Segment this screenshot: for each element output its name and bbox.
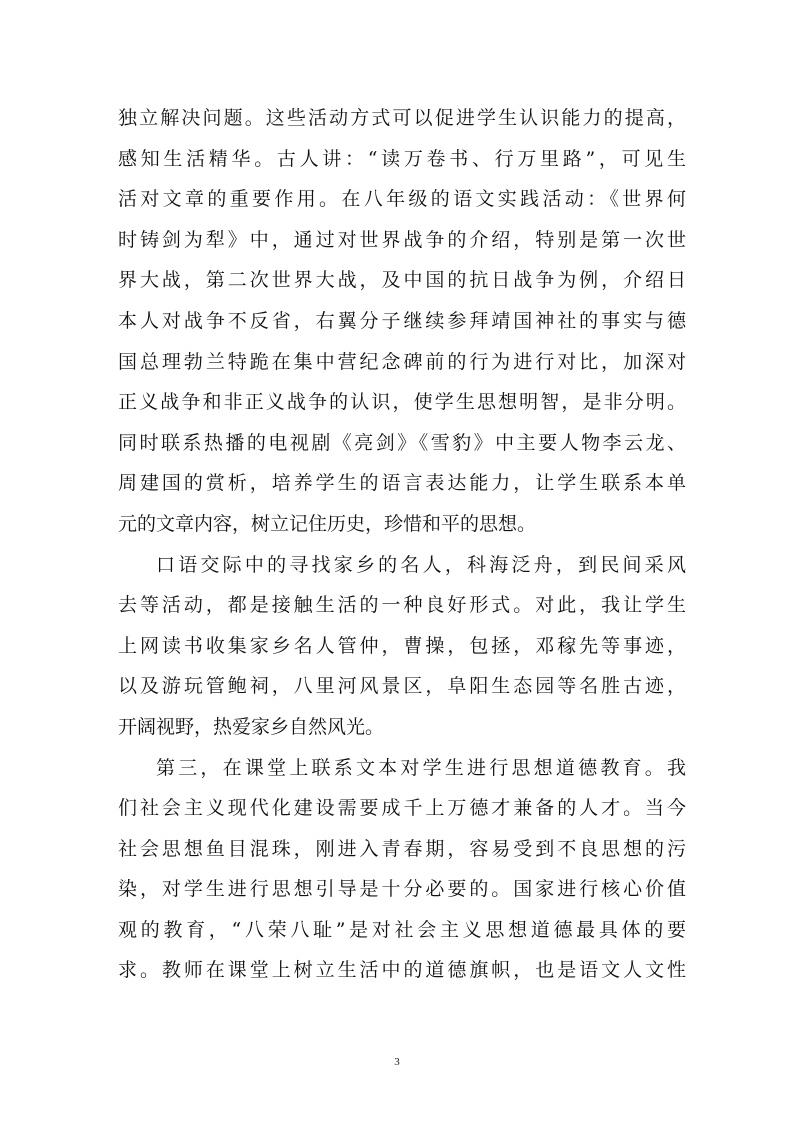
text-line: 染，对学生进行思想引导是十分必要的。国家进行核心价值 — [118, 878, 686, 901]
text-line: 第三，在课堂上联系文本对学生进行思想道德教育。我 — [156, 756, 686, 779]
text-line: 正义战争和非正义战争的认识，使学生思想明智，是非分明。 — [118, 391, 686, 414]
body-text — [118, 98, 686, 991]
paragraph-1 — [118, 98, 686, 545]
text-line: 活对文章的重要作用。在八年级的语文实践活动：《世界何 — [118, 188, 686, 211]
text-line: 同时联系热播的电视剧《亮剑》《雪豹》中主要人物李云龙、 — [118, 431, 686, 454]
text-line: 上网读书收集家乡名人管仲，曹操，包拯，邓稼先等事迹， — [118, 634, 686, 657]
text-line: 本人对战争不反省，右翼分子继续参拜靖国神社的事实与德 — [118, 309, 686, 332]
text-line: 求。教师在课堂上树立生活中的道德旗帜，也是语文人文性 — [118, 959, 686, 982]
text-line: 周建国的赏析，培养学生的语言表达能力，让学生联系本单 — [118, 472, 686, 495]
text-line: 开阔视野，热爱家乡自然风光。 — [118, 715, 385, 738]
text-line: 界大战，第二次世界大战，及中国的抗日战争为例，介绍日 — [118, 269, 686, 292]
paragraph-3 — [118, 748, 686, 992]
paragraph-2 — [118, 545, 686, 748]
text-line: 国总理勃兰特跪在集中营纪念碑前的行为进行对比，加深对 — [118, 350, 686, 373]
text-line: 时铸剑为犁》中，通过对世界战争的介绍，特别是第一次世 — [118, 228, 686, 251]
text-line: 观的教育，“八荣八耻”是对社会主义思想道德最具体的要 — [118, 918, 686, 941]
text-line: 独立解决问题。这些活动方式可以促进学生认识能力的提高， — [118, 107, 686, 129]
page-number: 3 — [394, 1056, 400, 1068]
text-line: 社会思想鱼目混珠，刚进入青春期，容易受到不良思想的污 — [118, 837, 686, 860]
text-line: 元的文章内容，树立记住历史，珍惜和平的思想。 — [118, 512, 537, 535]
text-line: 们社会主义现代化建设需要成千上万德才兼备的人才。当今 — [118, 797, 686, 820]
text-line: 感知生活精华。古人讲：“读万卷书、行万里路”，可见生 — [118, 147, 686, 170]
text-line: 以及游玩管鲍祠，八里河风景区，阜阳生态园等名胜古迹， — [118, 675, 686, 698]
text-line: 去等活动，都是接触生活的一种良好形式。对此，我让学生 — [118, 594, 686, 617]
text-line: 口语交际中的寻找家乡的名人，科海泛舟，到民间采风 — [156, 553, 686, 576]
